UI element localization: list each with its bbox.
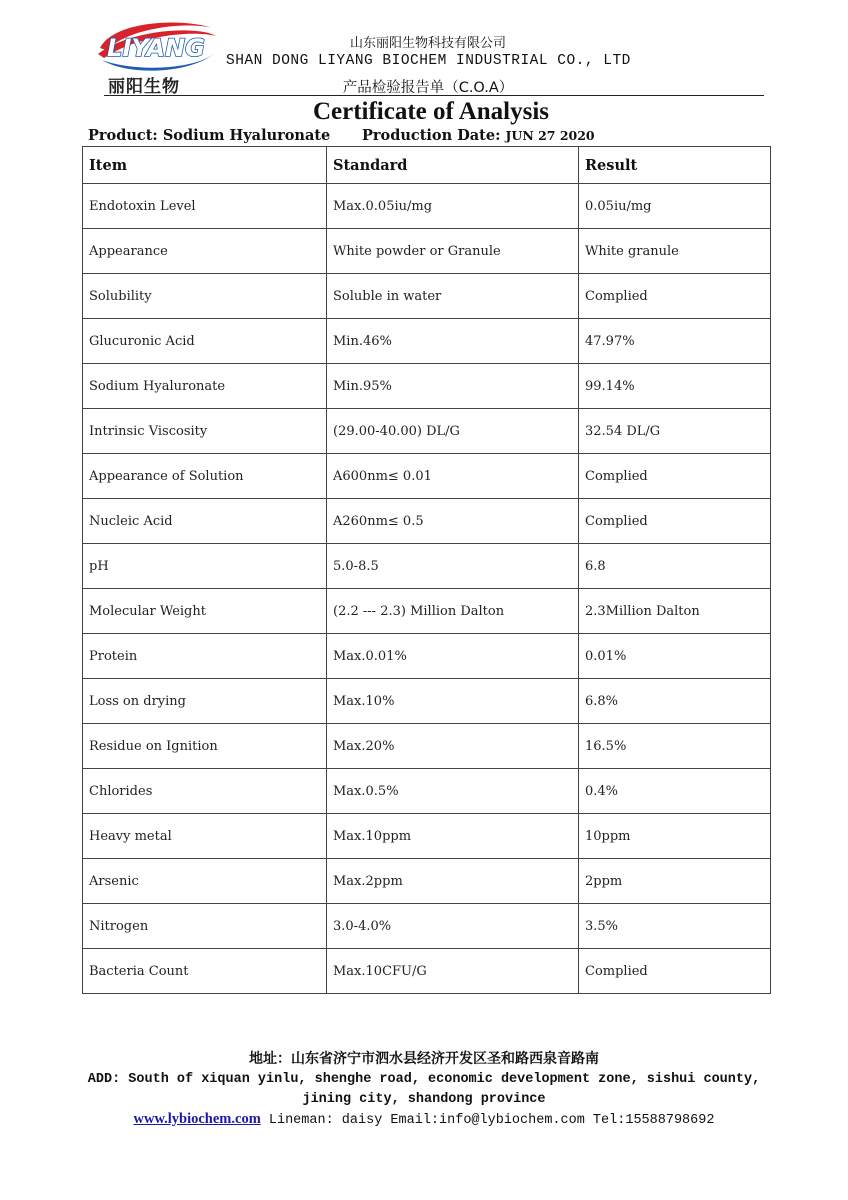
cell-standard: Max.20% (327, 724, 579, 769)
table-row (83, 319, 771, 364)
cell-standard: (29.00-40.00) DL/G (327, 409, 579, 454)
cell-result: 47.97% (579, 319, 771, 364)
column-header-item: Item (83, 147, 327, 184)
cell-standard: Max.0.05iu/mg (327, 184, 579, 229)
cell-item: Solubility (83, 274, 327, 319)
company-name-chinese: 山东丽阳生物科技有限公司 (349, 36, 506, 51)
cell-standard: Max.10ppm (327, 814, 579, 859)
contact-details: Lineman: daisy Email:info@lybiochem.com Tel:15588798692 (260, 1113, 715, 1128)
table-row (83, 724, 771, 769)
cell-result: 0.01% (579, 634, 771, 679)
cell-standard: 3.0-4.0% (327, 904, 579, 949)
cell-standard: A600nm≤ 0.01 (327, 454, 579, 499)
cell-item: Chlorides (83, 769, 327, 814)
cell-item: Appearance of Solution (83, 454, 327, 499)
table-row (83, 544, 771, 589)
logo-chinese-name: 丽阳生物 (108, 77, 180, 97)
column-header-standard: Standard (327, 147, 579, 184)
table-row (83, 589, 771, 634)
cell-item: Appearance (83, 229, 327, 274)
table-row (83, 859, 771, 904)
cell-item: Residue on Ignition (83, 724, 327, 769)
cell-standard: Max.0.01% (327, 634, 579, 679)
table-header-row (83, 147, 771, 184)
table-body (83, 184, 771, 994)
cell-result: 3.5% (579, 904, 771, 949)
company-name-english: SHAN DONG LIYANG BIOCHEM INDUSTRIAL CO., LTD (226, 53, 631, 69)
logo-wordmark: LIYANG (107, 34, 205, 62)
table-row (83, 634, 771, 679)
cell-result: 6.8 (579, 544, 771, 589)
cell-standard: White powder or Granule (327, 229, 579, 274)
production-date (362, 127, 595, 144)
table-row (83, 409, 771, 454)
cell-item: pH (83, 544, 327, 589)
cell-result: 2.3Million Dalton (579, 589, 771, 634)
cell-standard: Min.46% (327, 319, 579, 364)
table-row (83, 769, 771, 814)
table-row (83, 274, 771, 319)
column-header-result: Result (579, 147, 771, 184)
cell-result: 99.14% (579, 364, 771, 409)
cell-result: 0.05iu/mg (579, 184, 771, 229)
cell-standard: A260nm≤ 0.5 (327, 499, 579, 544)
cell-item: Sodium Hyaluronate (83, 364, 327, 409)
table-row (83, 184, 771, 229)
cell-result: Complied (579, 274, 771, 319)
cell-standard: Max.0.5% (327, 769, 579, 814)
cell-result: 6.8% (579, 679, 771, 724)
cell-item: Endotoxin Level (83, 184, 327, 229)
cell-item: Glucuronic Acid (83, 319, 327, 364)
analysis-table (82, 146, 771, 994)
production-date-value: JUN 27 2020 (505, 128, 595, 143)
cell-item: Loss on drying (83, 679, 327, 724)
production-date-label: Production Date: (362, 127, 501, 144)
table-row (83, 229, 771, 274)
cell-item: Heavy metal (83, 814, 327, 859)
contact-line (0, 1111, 848, 1128)
coa-title-chinese: 产品检验报告单（C.O.A） (342, 80, 514, 96)
table-row (83, 499, 771, 544)
document-title: Certificate of Analysis (312, 98, 550, 125)
cell-standard: Max.10CFU/G (327, 949, 579, 994)
cell-result: Complied (579, 454, 771, 499)
cell-result: 0.4% (579, 769, 771, 814)
cell-standard: (2.2 --- 2.3) Million Dalton (327, 589, 579, 634)
cell-item: Intrinsic Viscosity (83, 409, 327, 454)
table-row (83, 904, 771, 949)
cell-item: Nitrogen (83, 904, 327, 949)
table-row (83, 364, 771, 409)
table-row (83, 454, 771, 499)
cell-result: White granule (579, 229, 771, 274)
cell-result: Complied (579, 949, 771, 994)
cell-result: 16.5% (579, 724, 771, 769)
table-row (83, 814, 771, 859)
table-row (83, 679, 771, 724)
address-chinese: 地址：山东省济宁市泗水县经济开发区圣和路西泉音路南 (249, 1051, 599, 1067)
cell-result: 32.54 DL/G (579, 409, 771, 454)
table-row (83, 949, 771, 994)
cell-item: Bacteria Count (83, 949, 327, 994)
header-divider (104, 95, 764, 96)
cell-item: Arsenic (83, 859, 327, 904)
cell-result: 10ppm (579, 814, 771, 859)
cell-item: Nucleic Acid (83, 499, 327, 544)
address-english: ADD: South of xiquan yinlu, shenghe road, economic development zone, sishui county, jining city, shandong province (87, 1072, 761, 1107)
cell-standard: 5.0-8.5 (327, 544, 579, 589)
cell-standard: Max.10% (327, 679, 579, 724)
cell-result: 2ppm (579, 859, 771, 904)
cell-standard: Min.95% (327, 364, 579, 409)
website-link[interactable]: www.lybiochem.com (133, 1111, 261, 1127)
cell-item: Protein (83, 634, 327, 679)
cell-item: Molecular Weight (83, 589, 327, 634)
cell-standard: Soluble in water (327, 274, 579, 319)
cell-result: Complied (579, 499, 771, 544)
cell-standard: Max.2ppm (327, 859, 579, 904)
product-name: Product: Sodium Hyaluronate (88, 127, 331, 144)
